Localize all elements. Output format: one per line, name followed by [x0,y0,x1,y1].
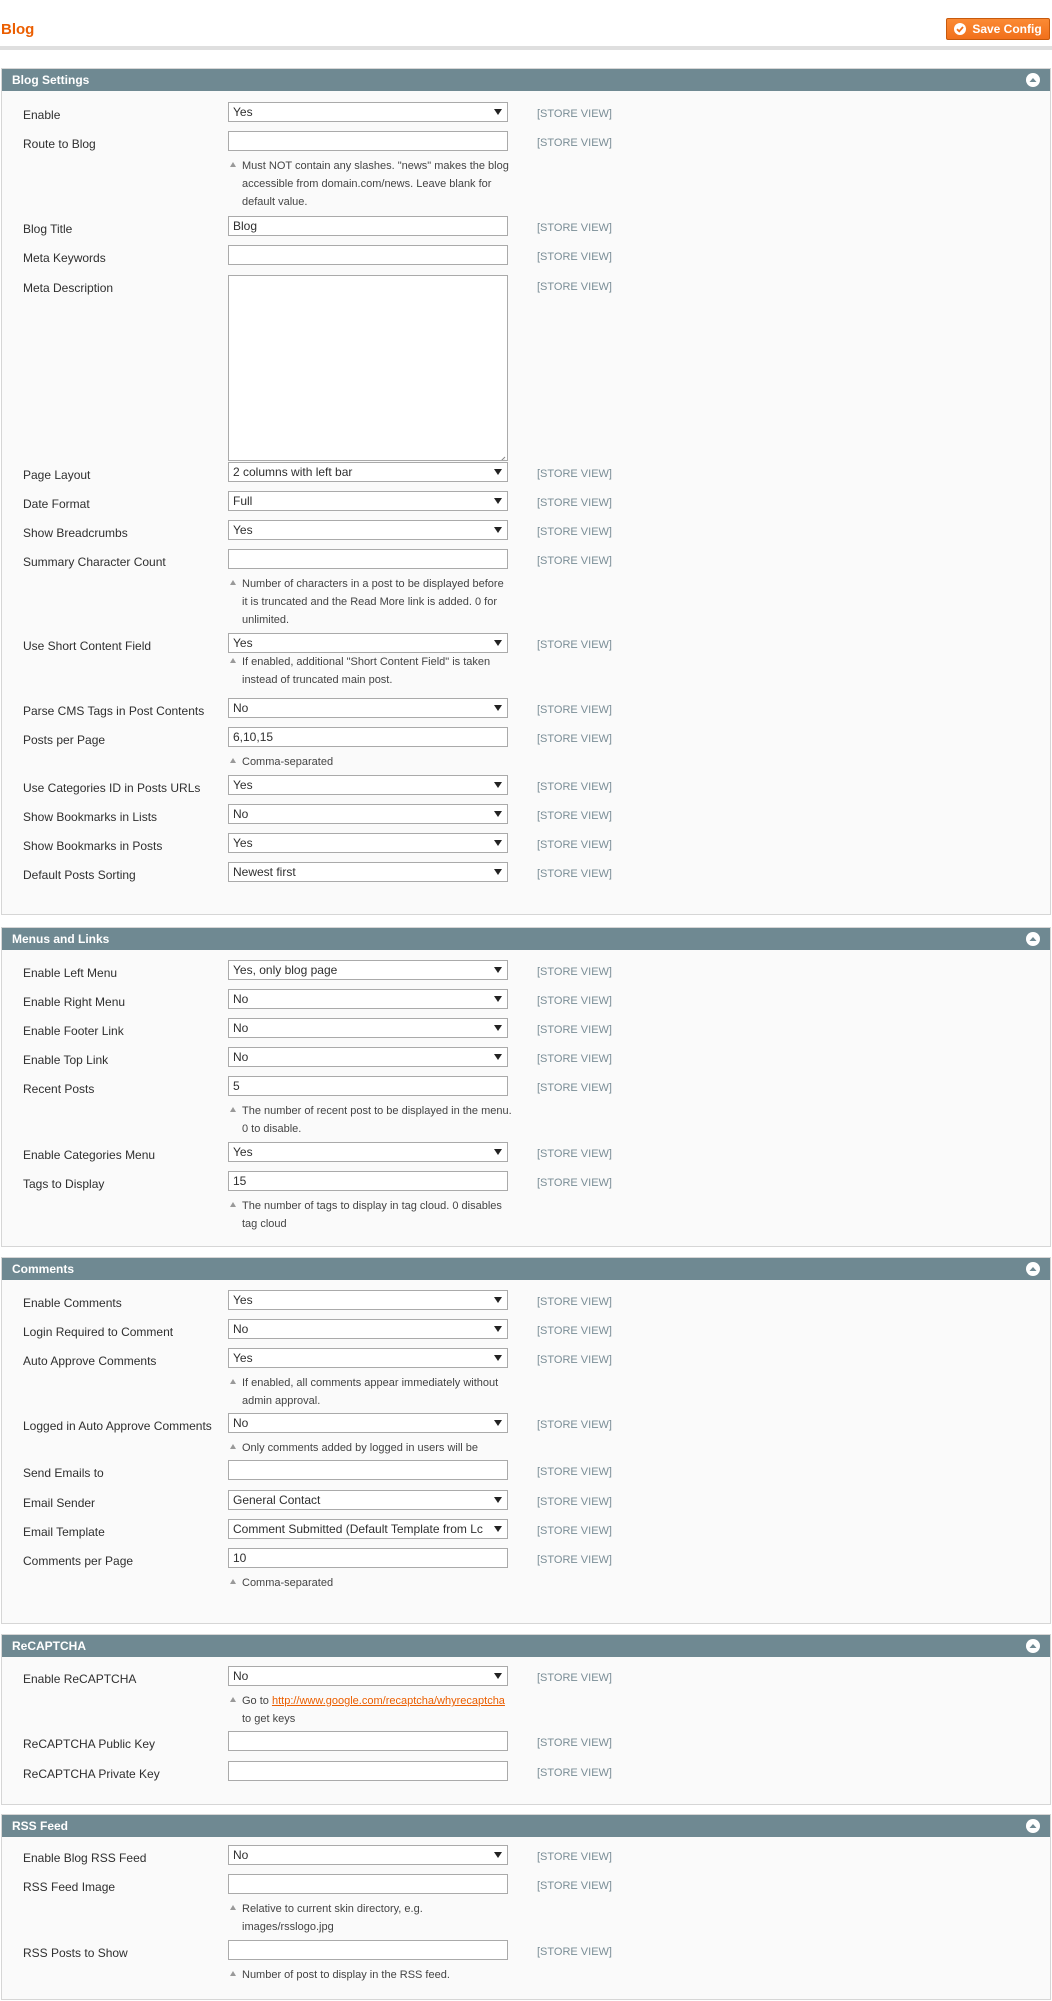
scope-label: [STORE VIEW] [537,137,612,149]
section-recaptcha [1,1634,1051,1805]
note-triangle-icon [230,758,236,763]
check-icon [954,23,966,35]
field-label: RSS Feed Image [23,1880,116,1894]
section-blog-settings [1,68,1051,915]
scope-label: [STORE VIEW] [537,1767,612,1779]
field-label: Meta Description [23,281,114,295]
route-to-blog-input[interactable] [228,131,508,151]
note-triangle-icon [230,1379,236,1384]
meta-description-textarea[interactable] [228,275,508,461]
dropdown-arrow-icon [494,1326,502,1332]
note-triangle-icon [230,1579,236,1584]
field-note [242,575,512,629]
field-label: Use Categories ID in Posts URLs [23,781,201,795]
dropdown-arrow-icon [494,1149,502,1155]
note-triangle-icon [230,1107,236,1112]
scope-label: [STORE VIEW] [537,1325,612,1337]
scope-label: [STORE VIEW] [537,1082,612,1094]
field-label: Enable Top Link [23,1053,109,1067]
field-note [242,1574,512,1592]
section-title: ReCAPTCHA [12,1639,87,1653]
field-value: No [233,1050,249,1064]
dropdown-arrow-icon [494,1420,502,1426]
enable-select[interactable] [228,102,508,122]
field-value: No [233,1322,249,1336]
field-value: No [233,992,249,1006]
scope-label: [STORE VIEW] [537,1296,612,1308]
field-label: Recent Posts [23,1082,95,1096]
scope-label: [STORE VIEW] [537,868,612,880]
field-note [242,653,512,689]
field-value: 15 [233,1174,247,1188]
field-label: Summary Character Count [23,555,166,569]
field-label: Tags to Display [23,1177,105,1191]
field-label: Enable [23,108,61,122]
save-config-label: Save Config [972,22,1042,36]
field-value: Yes, only blog page [233,963,338,977]
dropdown-arrow-icon [494,1297,502,1303]
dropdown-arrow-icon [494,1054,502,1060]
note-text: Number of characters in a post to be displayed before it is truncated and the Read More link is added. 0 for unlimited. [242,578,504,626]
note-text: Number of post to display in the RSS feed. [242,1969,450,1981]
field-value: No [233,1021,249,1035]
date-format-select[interactable] [228,491,508,511]
scope-label: [STORE VIEW] [537,497,612,509]
use-short-content-field-select[interactable] [228,633,508,653]
field-label: Auto Approve Comments [23,1354,157,1368]
field-value: No [233,1848,249,1862]
note-text: Must NOT contain any slashes. "news" makes the blog accessible from domain.com/news. Leave blank for default value. [242,160,509,208]
scope-label: [STORE VIEW] [537,781,612,793]
note-text: to get keys [242,1713,296,1725]
scope-label: [STORE VIEW] [537,1053,612,1065]
field-label: Enable ReCAPTCHA [23,1672,137,1686]
page-layout-select[interactable] [228,462,508,482]
field-note [242,1102,512,1138]
field-value: Yes [233,1145,253,1159]
enable-footer-link-select[interactable] [228,1018,508,1038]
scope-label: [STORE VIEW] [537,222,612,234]
scope-label: [STORE VIEW] [537,1737,612,1749]
field-label: Route to Blog [23,137,96,151]
enable-left-menu-select[interactable] [228,960,508,980]
scope-label: [STORE VIEW] [537,839,612,851]
note-text: Comma-separated [242,1577,334,1589]
field-label: RSS Posts to Show [23,1946,128,1960]
logged-in-auto-approve-comments-select[interactable] [228,1413,508,1433]
scope-label: [STORE VIEW] [537,995,612,1007]
field-label: ReCAPTCHA Private Key [23,1767,160,1781]
note-text: The number of tags to display in tag cloud. 0 disables tag cloud [242,1200,502,1230]
collapse-icon[interactable] [1026,1262,1040,1276]
section-header[interactable] [2,69,1050,91]
blog-title-input[interactable] [228,216,508,236]
field-label: Enable Footer Link [23,1024,124,1038]
section-header[interactable] [2,928,1050,950]
note-text: Only comments added by logged in users will be [242,1442,479,1454]
field-value: Yes [233,1351,253,1365]
scope-label: [STORE VIEW] [537,526,612,538]
field-value: Newest first [233,865,296,879]
show-bookmarks-in-posts-select[interactable] [228,833,508,853]
default-posts-sorting-select[interactable] [228,862,508,882]
dropdown-arrow-icon [494,1355,502,1361]
field-note [242,1900,512,1936]
posts-per-page-input[interactable] [228,727,508,747]
section-title: RSS Feed [12,1819,69,1833]
field-note [242,1692,512,1728]
field-value: No [233,807,249,821]
note-triangle-icon [230,1697,236,1702]
field-label: Login Required to Comment [23,1325,174,1339]
note-triangle-icon [230,580,236,585]
enable-categories-menu-select[interactable] [228,1142,508,1162]
field-value: 10 [233,1551,247,1565]
field-value: No [233,1669,249,1683]
save-config-button[interactable] [946,18,1050,40]
note-text: Relative to current skin directory, e.g. images/rsslogo.jpg [242,1903,423,1933]
use-categories-id-in-posts-urls-select[interactable] [228,775,508,795]
section-rss-feed [1,1814,1051,2000]
note-text: If enabled, additional "Short Content Field" is taken instead of truncated main post. [242,656,491,686]
email-sender-select[interactable] [228,1490,508,1510]
enable-right-menu-select[interactable] [228,989,508,1009]
field-value: No [233,1416,249,1430]
scope-label: [STORE VIEW] [537,1419,612,1431]
field-value: 5 [233,1079,240,1093]
scope-label: [STORE VIEW] [537,1525,612,1537]
dropdown-arrow-icon [494,967,502,973]
page-title: Blog [1,21,35,38]
collapse-icon[interactable] [1026,1639,1040,1653]
enable-blog-rss-feed-select[interactable] [228,1845,508,1865]
scope-label: [STORE VIEW] [537,1946,612,1958]
field-value: Yes [233,836,253,850]
dropdown-arrow-icon [494,869,502,875]
field-note [242,753,512,771]
enable-top-link-select[interactable] [228,1047,508,1067]
dropdown-arrow-icon [494,469,502,475]
summary-character-count-input[interactable] [228,549,508,569]
section-comments [1,1257,1051,1624]
field-label: Enable Right Menu [23,995,126,1009]
note-triangle-icon [230,1202,236,1207]
section-title: Menus and Links [12,932,110,946]
collapse-icon[interactable] [1026,73,1040,87]
field-value: No [233,701,249,715]
field-label: Show Breadcrumbs [23,526,128,540]
field-note [242,1966,512,1984]
show-breadcrumbs-select[interactable] [228,520,508,540]
field-value: Yes [233,105,253,119]
comments-per-page-input[interactable] [228,1548,508,1568]
field-label: Enable Left Menu [23,966,118,980]
field-label: Email Template [23,1525,105,1539]
scope-label: [STORE VIEW] [537,1024,612,1036]
dropdown-arrow-icon [494,782,502,788]
field-label: Comments per Page [23,1554,134,1568]
field-label: Page Layout [23,468,91,482]
field-note [242,1197,512,1233]
dropdown-arrow-icon [494,996,502,1002]
field-label: Email Sender [23,1496,96,1510]
show-bookmarks-in-lists-select[interactable] [228,804,508,824]
dropdown-arrow-icon [494,498,502,504]
dropdown-arrow-icon [494,1526,502,1532]
dropdown-arrow-icon [494,705,502,711]
send-emails-to-input[interactable] [228,1460,508,1480]
field-label: Enable Blog RSS Feed [23,1851,147,1865]
dropdown-arrow-icon [494,840,502,846]
note-triangle-icon [230,1971,236,1976]
field-value: Blog [233,219,258,233]
scope-label: [STORE VIEW] [537,1851,612,1863]
field-value: Yes [233,1293,253,1307]
scope-label: [STORE VIEW] [537,108,612,120]
note-triangle-icon [230,1444,236,1449]
field-note [242,157,512,211]
section-header[interactable] [2,1635,1050,1657]
scope-label: [STORE VIEW] [537,281,612,293]
field-label: Meta Keywords [23,251,106,265]
scope-label: [STORE VIEW] [537,1354,612,1366]
scope-label: [STORE VIEW] [537,251,612,263]
recaptcha-private-key-input[interactable] [228,1761,508,1781]
field-label: ReCAPTCHA Public Key [23,1737,156,1751]
field-label: Parse CMS Tags in Post Contents [23,704,205,718]
section-title: Comments [12,1262,75,1276]
dropdown-arrow-icon [494,527,502,533]
scope-label: [STORE VIEW] [537,1672,612,1684]
scope-label: [STORE VIEW] [537,810,612,822]
dropdown-arrow-icon [494,109,502,115]
field-note [242,1374,512,1410]
tags-to-display-input[interactable] [228,1171,508,1191]
parse-cms-tags-in-post-contents-select[interactable] [228,698,508,718]
section-header[interactable] [2,1258,1050,1280]
note-triangle-icon [230,162,236,167]
dropdown-arrow-icon [494,1852,502,1858]
recaptcha-link[interactable]: http://www.google.com/recaptcha/whyrecaptcha [271,1695,505,1707]
field-label: Blog Title [23,222,73,236]
field-label: Enable Comments [23,1296,122,1310]
scope-label: [STORE VIEW] [537,1148,612,1160]
field-label: Logged in Auto Approve Comments [23,1419,212,1433]
field-value: 2 columns with left bar [233,465,353,479]
scope-label: [STORE VIEW] [537,1554,612,1566]
recaptcha-public-key-input[interactable] [228,1731,508,1751]
scope-label: [STORE VIEW] [537,1880,612,1892]
rss-posts-to-show-input[interactable] [228,1940,508,1960]
field-label: Default Posts Sorting [23,868,136,882]
field-value: Comment Submitted (Default Template from Lc [233,1522,483,1536]
note-text: If enabled, all comments appear immediately without admin approval. [242,1377,499,1407]
field-value: Full [233,494,253,508]
dropdown-arrow-icon [494,640,502,646]
page-header [0,0,1052,50]
scope-label: [STORE VIEW] [537,704,612,716]
section-header[interactable] [2,1815,1050,1837]
note-triangle-icon [230,1905,236,1910]
field-label: Posts per Page [23,733,106,747]
field-value: Yes [233,636,253,650]
rss-feed-image-input[interactable] [228,1874,508,1894]
scope-label: [STORE VIEW] [537,555,612,567]
note-text: Comma-separated [242,756,334,768]
scope-label: [STORE VIEW] [537,639,612,651]
field-label: Send Emails to [23,1466,104,1480]
scope-label: [STORE VIEW] [537,1496,612,1508]
dropdown-arrow-icon [494,1497,502,1503]
field-label: Enable Categories Menu [23,1148,156,1162]
note-triangle-icon [230,658,236,663]
scope-label: [STORE VIEW] [537,966,612,978]
dropdown-arrow-icon [494,1673,502,1679]
field-value: 6,10,15 [233,730,274,744]
field-label: Show Bookmarks in Lists [23,810,158,824]
field-label: Date Format [23,497,90,511]
collapse-icon[interactable] [1026,932,1040,946]
field-value: General Contact [233,1493,321,1507]
meta-keywords-input[interactable] [228,245,508,265]
field-label: Use Short Content Field [23,639,152,653]
scope-label: [STORE VIEW] [537,733,612,745]
email-template-select[interactable] [228,1519,508,1539]
scope-label: [STORE VIEW] [537,1177,612,1189]
recent-posts-input[interactable] [228,1076,508,1096]
section-menus-and-links [1,927,1051,1247]
enable-recaptcha-select[interactable] [228,1666,508,1686]
dropdown-arrow-icon [494,811,502,817]
field-value: Yes [233,778,253,792]
auto-approve-comments-select[interactable] [228,1348,508,1368]
note-text: Go to [242,1695,272,1707]
enable-comments-select[interactable] [228,1290,508,1310]
collapse-icon[interactable] [1026,1819,1040,1833]
field-label: Show Bookmarks in Posts [23,839,163,853]
field-value: Yes [233,523,253,537]
note-text: The number of recent post to be displayed in the menu. 0 to disable. [242,1105,512,1135]
section-title: Blog Settings [12,73,90,87]
scope-label: [STORE VIEW] [537,468,612,480]
dropdown-arrow-icon [494,1025,502,1031]
resize-grip-icon[interactable] [498,451,506,459]
login-required-to-comment-select[interactable] [228,1319,508,1339]
scope-label: [STORE VIEW] [537,1466,612,1478]
